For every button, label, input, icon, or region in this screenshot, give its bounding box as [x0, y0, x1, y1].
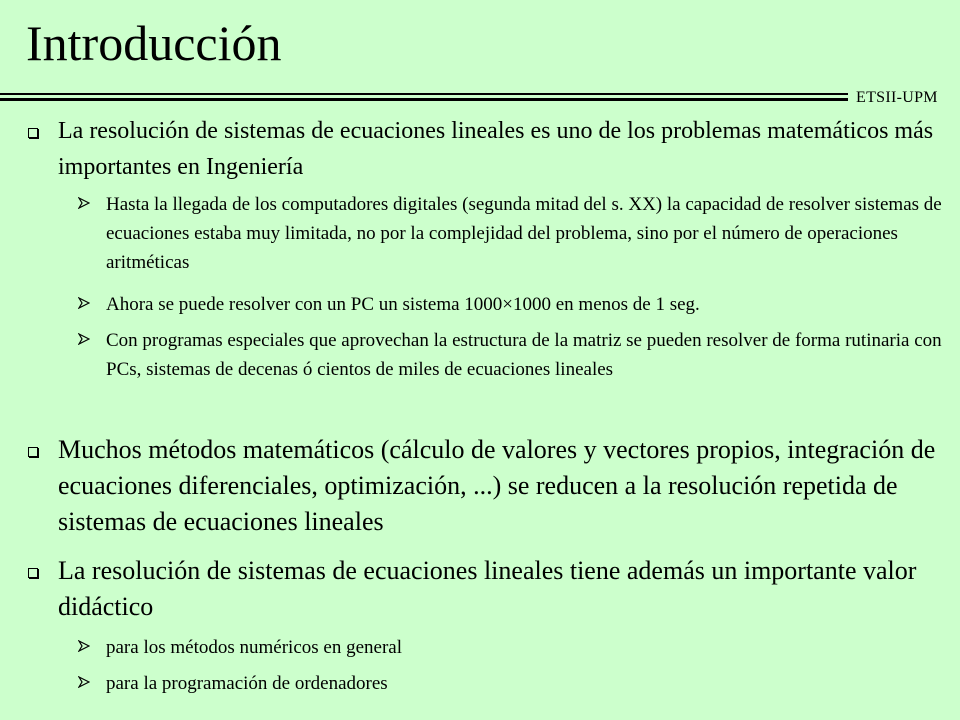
sub-bullet-item — [78, 669, 948, 698]
sub-bullet-text: Hasta la llegada de los computadores digitales (segunda mitad del s. XX) la capacidad de resolver sistemas de ecuaciones estaba muy limitada, no por la complejidad del problema, sino por el número de operaciones aritméticas — [106, 194, 942, 273]
arrowhead-bullet-icon — [78, 640, 90, 652]
sub-bullet-item — [78, 190, 948, 277]
bullet-item — [26, 432, 946, 540]
arrowhead-bullet-icon — [78, 297, 90, 309]
sub-bullet-text: para la programación de ordenadores — [106, 673, 388, 694]
header-tag: ETSII-UPM — [856, 89, 938, 106]
sub-bullet-item — [78, 633, 948, 662]
bullet-text: La resolución de sistemas de ecuaciones lineales tiene además un importante valor didáctico — [58, 556, 917, 621]
bullet-text: La resolución de sistemas de ecuaciones lineales es uno de los problemas matemáticos más importantes en Ingeniería — [58, 118, 934, 180]
sub-bullet-item — [78, 326, 948, 384]
sub-bullet-text: para los métodos numéricos en general — [106, 637, 402, 658]
square-bullet-icon — [28, 128, 38, 138]
square-bullet-icon — [28, 568, 38, 578]
sub-bullet-item — [78, 290, 948, 319]
bullet-text: Muchos métodos matemáticos (cálculo de valores y vectores propios, integración de ecuaciones diferenciales, optimización, ...) se reducen a la resolución repetida de sistemas de ecuaciones lineales — [58, 435, 936, 536]
arrowhead-bullet-icon — [78, 197, 90, 209]
bullet-item — [26, 553, 946, 625]
square-bullet-icon — [28, 447, 38, 457]
slide-title: Introducción — [26, 15, 282, 71]
bullet-item — [26, 113, 946, 185]
arrowhead-bullet-icon — [78, 676, 90, 688]
sub-bullet-text: Ahora se puede resolver con un PC un sistema 1000×1000 en menos de 1 seg. — [106, 294, 700, 315]
arrowhead-bullet-icon — [78, 333, 90, 345]
sub-bullet-text: Con programas especiales que aprovechan la estructura de la matriz se pueden resolver de forma rutinaria con PCs, sistemas de decenas ó cientos de miles de ecuaciones lineales — [106, 330, 942, 380]
